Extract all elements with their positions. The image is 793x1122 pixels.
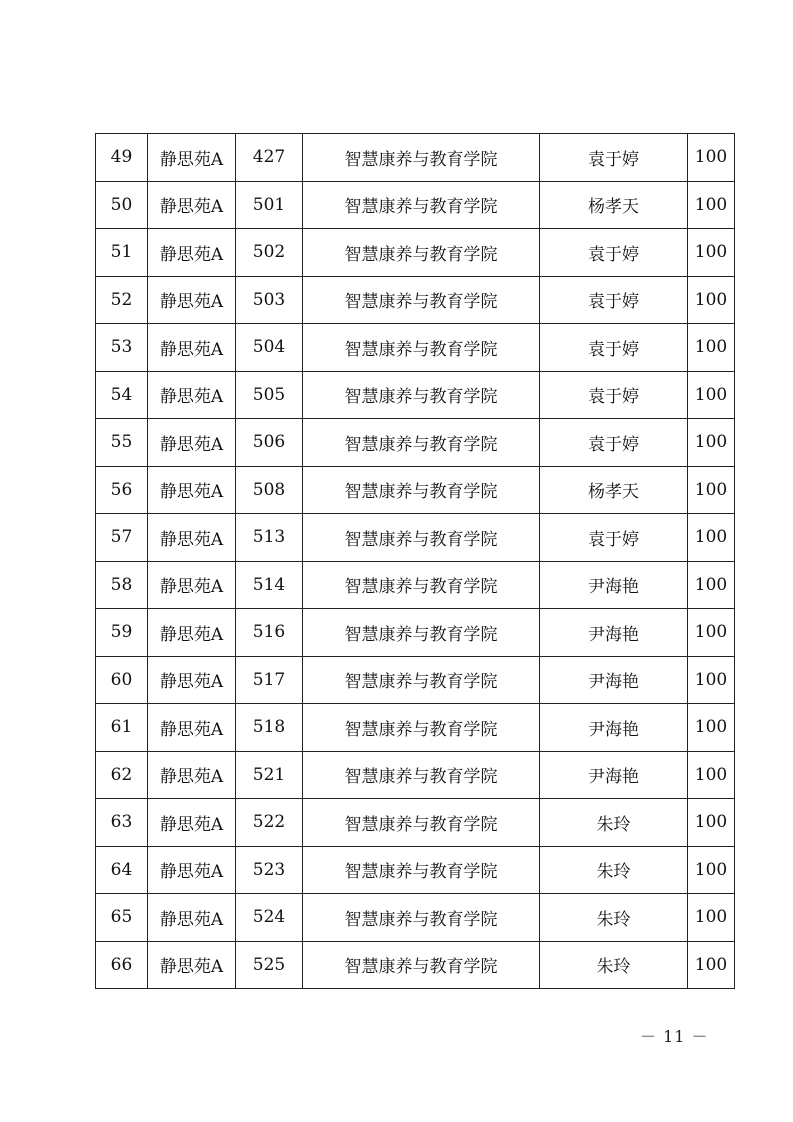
row-index-cell: 66: [96, 941, 148, 989]
room-number-cell: 523: [236, 846, 303, 894]
room-number-cell: 508: [236, 466, 303, 514]
college-cell: 智慧康养与教育学院: [303, 419, 540, 467]
building-cell: 静思苑A: [148, 751, 236, 799]
score-cell: 100: [688, 229, 735, 277]
building-cell: 静思苑A: [148, 371, 236, 419]
score-cell: 100: [688, 371, 735, 419]
counselor-cell: 朱玲: [540, 894, 688, 942]
building-cell: 静思苑A: [148, 514, 236, 562]
building-cell: 静思苑A: [148, 609, 236, 657]
counselor-cell: 朱玲: [540, 799, 688, 847]
counselor-cell: 朱玲: [540, 846, 688, 894]
college-cell: 智慧康养与教育学院: [303, 181, 540, 229]
college-cell: 智慧康养与教育学院: [303, 846, 540, 894]
row-index-cell: 63: [96, 799, 148, 847]
table-row: [96, 751, 735, 799]
table-row: [96, 229, 735, 277]
college-cell: 智慧康养与教育学院: [303, 894, 540, 942]
building-cell: 静思苑A: [148, 134, 236, 182]
college-cell: 智慧康养与教育学院: [303, 656, 540, 704]
counselor-cell: 尹海艳: [540, 609, 688, 657]
row-index-cell: 54: [96, 371, 148, 419]
building-cell: 静思苑A: [148, 656, 236, 704]
room-number-cell: 521: [236, 751, 303, 799]
building-cell: 静思苑A: [148, 846, 236, 894]
table-row: [96, 466, 735, 514]
row-index-cell: 50: [96, 181, 148, 229]
score-cell: 100: [688, 561, 735, 609]
college-cell: 智慧康养与教育学院: [303, 276, 540, 324]
table-row: [96, 799, 735, 847]
table-row: [96, 276, 735, 324]
table-row: [96, 894, 735, 942]
room-number-cell: 514: [236, 561, 303, 609]
college-cell: 智慧康养与教育学院: [303, 704, 540, 752]
score-cell: 100: [688, 751, 735, 799]
counselor-cell: 袁于婷: [540, 371, 688, 419]
score-cell: 100: [688, 419, 735, 467]
table-row: [96, 514, 735, 562]
college-cell: 智慧康养与教育学院: [303, 229, 540, 277]
table-row: [96, 846, 735, 894]
score-cell: 100: [688, 276, 735, 324]
room-number-cell: 525: [236, 941, 303, 989]
room-number-cell: 502: [236, 229, 303, 277]
room-number-cell: 513: [236, 514, 303, 562]
college-cell: 智慧康养与教育学院: [303, 751, 540, 799]
college-cell: 智慧康养与教育学院: [303, 941, 540, 989]
row-index-cell: 55: [96, 419, 148, 467]
building-cell: 静思苑A: [148, 704, 236, 752]
table-body: [96, 134, 735, 989]
college-cell: 智慧康养与教育学院: [303, 324, 540, 372]
building-cell: 静思苑A: [148, 466, 236, 514]
college-cell: 智慧康养与教育学院: [303, 799, 540, 847]
room-number-cell: 506: [236, 419, 303, 467]
table-row: [96, 134, 735, 182]
building-cell: 静思苑A: [148, 894, 236, 942]
room-number-cell: 505: [236, 371, 303, 419]
room-number-cell: 524: [236, 894, 303, 942]
counselor-cell: 尹海艳: [540, 656, 688, 704]
row-index-cell: 52: [96, 276, 148, 324]
table-row: [96, 324, 735, 372]
room-number-cell: 516: [236, 609, 303, 657]
college-cell: 智慧康养与教育学院: [303, 134, 540, 182]
building-cell: 静思苑A: [148, 181, 236, 229]
score-cell: 100: [688, 181, 735, 229]
college-cell: 智慧康养与教育学院: [303, 466, 540, 514]
college-cell: 智慧康养与教育学院: [303, 561, 540, 609]
counselor-cell: 袁于婷: [540, 514, 688, 562]
counselor-cell: 朱玲: [540, 941, 688, 989]
row-index-cell: 49: [96, 134, 148, 182]
row-index-cell: 64: [96, 846, 148, 894]
row-index-cell: 65: [96, 894, 148, 942]
row-index-cell: 59: [96, 609, 148, 657]
room-number-cell: 522: [236, 799, 303, 847]
score-cell: 100: [688, 609, 735, 657]
score-cell: 100: [688, 846, 735, 894]
score-cell: 100: [688, 894, 735, 942]
counselor-cell: 尹海艳: [540, 561, 688, 609]
building-cell: 静思苑A: [148, 799, 236, 847]
table-row: [96, 181, 735, 229]
counselor-cell: 袁于婷: [540, 276, 688, 324]
counselor-cell: 袁于婷: [540, 229, 688, 277]
counselor-cell: 袁于婷: [540, 419, 688, 467]
page-number: － 11 －: [640, 1027, 709, 1046]
building-cell: 静思苑A: [148, 419, 236, 467]
table-row: [96, 561, 735, 609]
row-index-cell: 56: [96, 466, 148, 514]
dormitory-score-table: [95, 133, 735, 989]
score-cell: 100: [688, 941, 735, 989]
score-cell: 100: [688, 134, 735, 182]
row-index-cell: 51: [96, 229, 148, 277]
row-index-cell: 62: [96, 751, 148, 799]
room-number-cell: 503: [236, 276, 303, 324]
row-index-cell: 61: [96, 704, 148, 752]
table-row: [96, 419, 735, 467]
college-cell: 智慧康养与教育学院: [303, 609, 540, 657]
row-index-cell: 58: [96, 561, 148, 609]
table-row: [96, 941, 735, 989]
building-cell: 静思苑A: [148, 229, 236, 277]
college-cell: 智慧康养与教育学院: [303, 514, 540, 562]
building-cell: 静思苑A: [148, 941, 236, 989]
counselor-cell: 杨孝天: [540, 466, 688, 514]
room-number-cell: 427: [236, 134, 303, 182]
score-cell: 100: [688, 324, 735, 372]
score-cell: 100: [688, 656, 735, 704]
counselor-cell: 尹海艳: [540, 751, 688, 799]
score-cell: 100: [688, 704, 735, 752]
table-row: [96, 704, 735, 752]
table-row: [96, 656, 735, 704]
row-index-cell: 57: [96, 514, 148, 562]
row-index-cell: 60: [96, 656, 148, 704]
counselor-cell: 袁于婷: [540, 324, 688, 372]
counselor-cell: 尹海艳: [540, 704, 688, 752]
score-cell: 100: [688, 466, 735, 514]
table-row: [96, 371, 735, 419]
counselor-cell: 杨孝天: [540, 181, 688, 229]
counselor-cell: 袁于婷: [540, 134, 688, 182]
building-cell: 静思苑A: [148, 561, 236, 609]
building-cell: 静思苑A: [148, 324, 236, 372]
room-number-cell: 517: [236, 656, 303, 704]
score-cell: 100: [688, 799, 735, 847]
room-number-cell: 501: [236, 181, 303, 229]
row-index-cell: 53: [96, 324, 148, 372]
score-cell: 100: [688, 514, 735, 562]
building-cell: 静思苑A: [148, 276, 236, 324]
college-cell: 智慧康养与教育学院: [303, 371, 540, 419]
room-number-cell: 518: [236, 704, 303, 752]
room-number-cell: 504: [236, 324, 303, 372]
table-row: [96, 609, 735, 657]
